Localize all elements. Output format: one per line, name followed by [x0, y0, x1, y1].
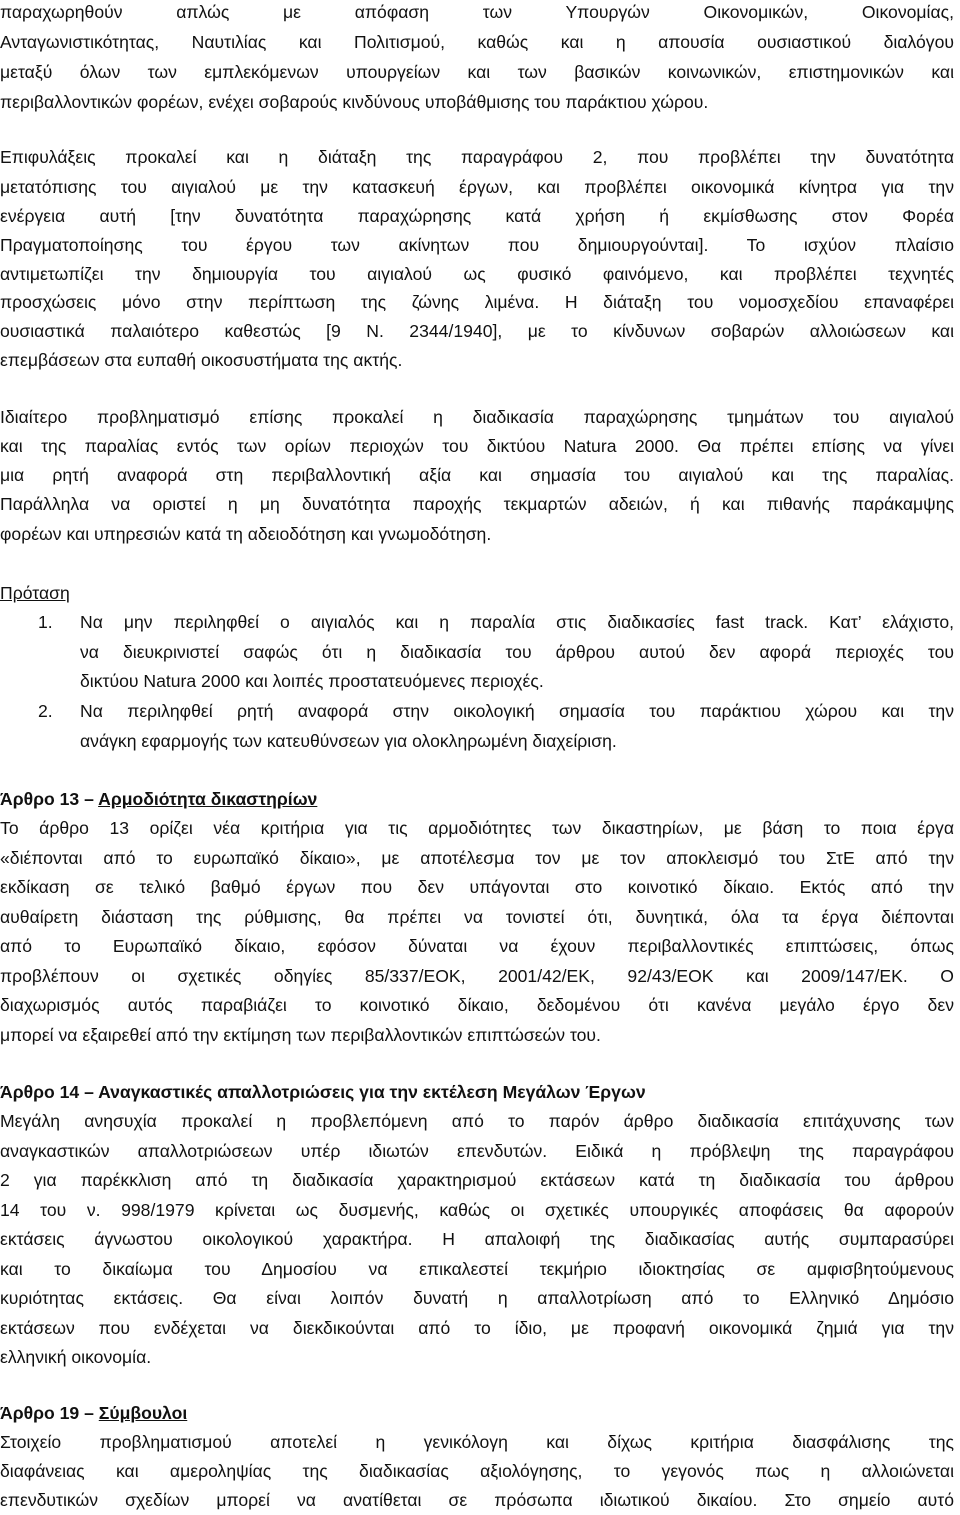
article-19-title: Σύμβουλοι — [98, 1403, 188, 1423]
text-line: Παράλληλα να οριστεί η μη δυνατότητα παροχής τεκμαρτών αδειών, ή και πιθανής παράκαμψης — [0, 494, 954, 514]
article-19-prefix: Άρθρο 19 – — [0, 1403, 99, 1423]
list-item-line: Να μην περιληφθεί ο αιγιαλός και η παραλία στις διαδικασίες fast track. Κατ’ ελάχιστο, — [80, 612, 954, 632]
text-line: εκτάσεων που ενδέχεται να διεκδικούνται από το ίδιο, με προφανή οικονομικά ζημιά για την — [0, 1318, 954, 1338]
text-line: «διέπονται από το ευρωπαϊκό δίκαιο», με αποτέλεσμα τον με τον αποκλεισμό του ΣτΕ από την — [0, 848, 954, 868]
text-line: περιβαλλοντικών φορέων, ενέχει σοβαρούς κινδύνους υποβάθμισης του παράκτιου χώρου. — [0, 92, 709, 112]
text-line: μπορεί να εξαιρεθεί από την εκτίμηση των περιβαλλοντικών επιπτώσεών του. — [0, 1025, 601, 1045]
text-line: φορέων και υπηρεσιών κατά τη αδειοδότηση και γνωμοδότηση. — [0, 524, 492, 544]
text-line: μεταξύ όλων των εμπλεκόμενων υπουργείων και των βασικών κοινωνικών, επιστημονικών και — [0, 62, 954, 82]
text-line: επενδυτικών σχεδίων μπορεί να ανατίθεται σε πρόσωπα ιδιωτικού δικαίου. Στο σημείο αυτό — [0, 1490, 954, 1510]
article-13-prefix: Άρθρο 13 – — [0, 789, 99, 809]
text-line: Επιφυλάξεις προκαλεί και η διάταξη της παραγράφου 2, που προβλέπει την δυνατότητα — [0, 147, 954, 167]
text-line: μετατόπισης του αιγιαλού με την κατασκευή έργων, και προβλέπει οικονομικά κίνητρα για την — [0, 177, 954, 197]
list-item-line: να διευκρινιστεί σαφώς ότι η διαδικασία του άρθρου αυτού δεν αφορά περιοχές του — [80, 642, 954, 662]
text-line: και της παραλίας εντός των ορίων περιοχών του δικτύου Natura 2000. Θα πρέπει επίσης να γίνει — [0, 436, 954, 456]
list-item-line: Να περιληφθεί ρητή αναφορά στην οικολογική σημασία του παράκτιου χώρου και την — [80, 701, 954, 721]
text-line: αναγκαστικών απαλλοτριώσεων υπέρ ιδιωτών επενδυτών. Ειδικά η πρόβλεψη της παραγράφου — [0, 1141, 954, 1161]
text-line: επεμβάσεων στα ευπαθή οικοσυστήματα της ακτής. — [0, 350, 403, 370]
text-line: κυριότητας εκτάσεις. Θα είναι λοιπόν δυνατή η απαλλοτρίωση από το Ελληνικό Δημόσιο — [0, 1288, 954, 1308]
article-13-title: Αρμοδιότητα δικαστηρίων — [98, 789, 318, 809]
list-item-line: δικτύου Natura 2000 και λοιπές προστατευόμενες περιοχές. — [80, 671, 544, 691]
text-line: 14 του ν. 998/1979 κρίνεται ως δυσμενής, καθώς οι σχετικές υπουργικές αποφάσεις θα αφορούν — [0, 1200, 954, 1220]
text-line: Μεγάλη ανησυχία προκαλεί η προβλεπόμενη από το παρόν άρθρο διαδικασία επιτάχυνσης των — [0, 1111, 954, 1131]
text-line: και το δικαίωμα του Δημοσίου να επικαλεστεί τεκμήριο ιδιοκτησίας σε αμφισβητούμενους — [0, 1259, 954, 1279]
article-14-heading: Άρθρο 14 – Αναγκαστικές απαλλοτριώσεις για την εκτέλεση Μεγάλων Έργων — [0, 1082, 646, 1102]
text-line: διαχωρισμός αυτός παραβιάζει το κοινοτικό δίκαιο, δεδομένου ότι κανένα μεγάλο έργο δεν — [0, 995, 954, 1015]
article-13-heading — [0, 784, 317, 814]
text-line: ελληνική οικονομία. — [0, 1347, 152, 1367]
text-line: ουσιαστικά παλαιότερο καθεστώς [9 Ν. 2344/1940], με το κίνδυνων σοβαρών αλλοιώσεων και — [0, 321, 954, 341]
text-line: προσχώσεις μόνο στην περίπτωση της ζώνης λιμένα. Η διάταξη του νομοσχεδίου επαναφέρει — [0, 292, 954, 312]
article-19-heading — [0, 1398, 187, 1428]
proposal-heading: Πρόταση — [0, 583, 70, 603]
text-line: παραχωρηθούν απλώς με απόφαση των Υπουργών Οικονομικών, Οικονομίας, — [0, 2, 954, 22]
text-line: εκδίκαση σε τελικό βαθμό έργων που δεν υπάγονται στο κοινοτικό δίκαιο. Εκτός από την — [0, 877, 954, 897]
text-line: Ιδιαίτερο προβληματισμό επίσης προκαλεί η διαδικασία παραχώρησης τμημάτων του αιγιαλού — [0, 407, 954, 427]
list-number: 2. — [38, 701, 53, 721]
text-line: αντιμετωπίζει την δημιουργία του αιγιαλού ως φυσικό φαινόμενο, και προβλέπει τεχνητές — [0, 264, 954, 284]
list-item-line: ανάγκη εφαρμογής των κατευθύνσεων για ολοκληρωμένη διαχείριση. — [80, 731, 617, 751]
text-line: μια ρητή αναφορά στη περιβαλλοντική αξία και σημασία του αιγιαλού και της παραλίας. — [0, 465, 954, 485]
text-line: Πραγματοποίησης του έργου των ακίνητων που δημιουργούνται]. Το ισχύον πλαίσιο — [0, 235, 954, 255]
list-number: 1. — [38, 612, 53, 632]
text-line: Στοιχείο προβληματισμού αποτελεί η γενικόλογη και δίχως κριτήρια διασφάλισης της — [0, 1432, 954, 1452]
text-line: Ανταγωνιστικότητας, Ναυτιλίας και Πολιτισμού, καθώς και η απουσία ουσιαστικού διαλόγου — [0, 32, 954, 52]
text-line: εκτάσεις άγνωστου οικολογικού χαρακτήρα. Η απαλοιφή της διαδικασίας αυτής συμπαρασύρει — [0, 1229, 954, 1249]
text-line: αυθαίρετη διάσταση της ρύθμισης, θα πρέπει να τονιστεί ότι, δυνητικά, όλα τα έργα διέπονται — [0, 907, 954, 927]
text-line: από το Ευρωπαϊκό δίκαιο, εφόσον δύναται να έχουν περιβαλλοντικές επιπτώσεις, όπως — [0, 936, 954, 956]
text-line: 2 για παρέκκλιση από τη διαδικασία χαρακτηρισμού εκτάσεων κατά τη διαδικασία του άρθρου — [0, 1170, 954, 1190]
text-line: προβλέπουν οι σχετικές οδηγίες 85/337/ΕΟΚ, 2001/42/ΕΚ, 92/43/ΕΟΚ και 2009/147/ΕΚ. Ο — [0, 966, 954, 986]
text-line: διαφάνειας και αμεροληψίας της διαδικασίας αξιολόγησης, το γεγονός πως η αλλοιώνεται — [0, 1461, 954, 1481]
text-line: Το άρθρο 13 ορίζει νέα κριτήρια για τις αρμοδιότητες των δικαστηρίων, με βάση το ποια έργα — [0, 818, 954, 838]
text-line: ενέργεια αυτή [την δυνατότητα παραχώρησης κατά χρήση ή εκμίσθωσης στον Φορέα — [0, 206, 954, 226]
